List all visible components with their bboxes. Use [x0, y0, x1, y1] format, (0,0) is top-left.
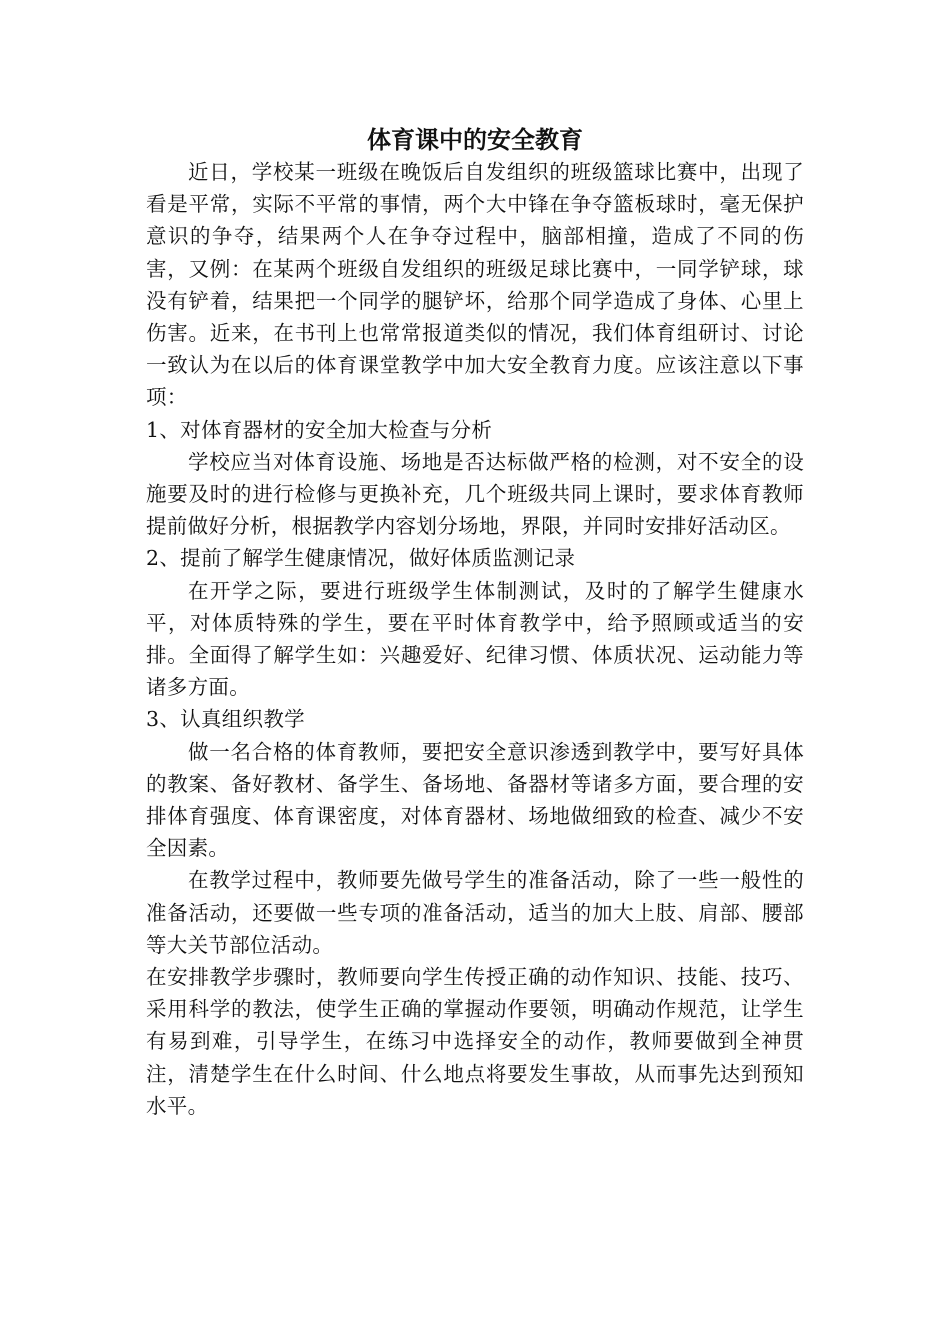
- section-2-heading: 2、提前了解学生健康情况，做好体质监测记录: [146, 546, 576, 571]
- document-page: [146, 124, 804, 1122]
- section-2-paragraph: 在开学之际，要进行班级学生体制测试，及时的了解学生健康水平，对体质特殊的学生，要在平时体育教学中，给予照顾或适当的安排。全面得了解学生如：兴趣爱好、纪律习惯、体质状况、运动能力等诸多方面。: [146, 578, 804, 700]
- section-3-paragraph-1: 做一名合格的体育教师，要把安全意识渗透到教学中，要写好具体的教案、备好教材、备学生、备场地、备器材等诸多方面，要合理的安排体育强度、体育课密度，对体育器材、场地做细致的检查、减少不安全因素。: [146, 739, 804, 861]
- section-1-heading: 1、对体育器材的安全加大检查与分析: [146, 417, 493, 442]
- section-3-paragraph-2: 在教学过程中，教师要先做号学生的准备活动，除了一些一般性的准备活动，还要做一些专项的准备活动，适当的加大上肢、肩部、腰部等大关节部位活动。: [146, 868, 804, 957]
- section-3-heading: 3、认真组织教学: [146, 707, 305, 732]
- document-title: 体育课中的安全教育: [367, 125, 583, 154]
- intro-paragraph: 近日，学校某一班级在晚饭后自发组织的班级篮球比赛中，出现了看是平常，实际不平常的事情，两个大中锋在争夺篮板球时，毫无保护意识的争夺，结果两个人在争夺过程中，脑部相撞，造成了不同的伤害，又例：在某两个班级自发组织的班级足球比赛中，一同学铲球，球没有铲着，结果把一个同学的腿铲坏，给那个同学造成了身体、心里上伤害。近来，在书刊上也常常报道类似的情况，我们体育组研讨、讨论一致认为在以后的体育课堂教学中加大安全教育力度。应该注意以下事项：: [146, 160, 804, 410]
- section-3-closing-paragraph: 在安排教学步骤时，教师要向学生传授正确的动作知识、技能、技巧、采用科学的教法，使学生正确的掌握动作要领，明确动作规范，让学生有易到难，引导学生，在练习中选择安全的动作，教师要做到全神贯注，清楚学生在什么时间、什么地点将要发生事故，从而事先达到预知水平。: [146, 965, 804, 1118]
- section-1-paragraph: 学校应当对体育设施、场地是否达标做严格的检测，对不安全的设施要及时的进行检修与更换补充，几个班级共同上课时，要求体育教师提前做好分析，根据教学内容划分场地，界限，并同时安排好活动区。: [146, 449, 804, 539]
